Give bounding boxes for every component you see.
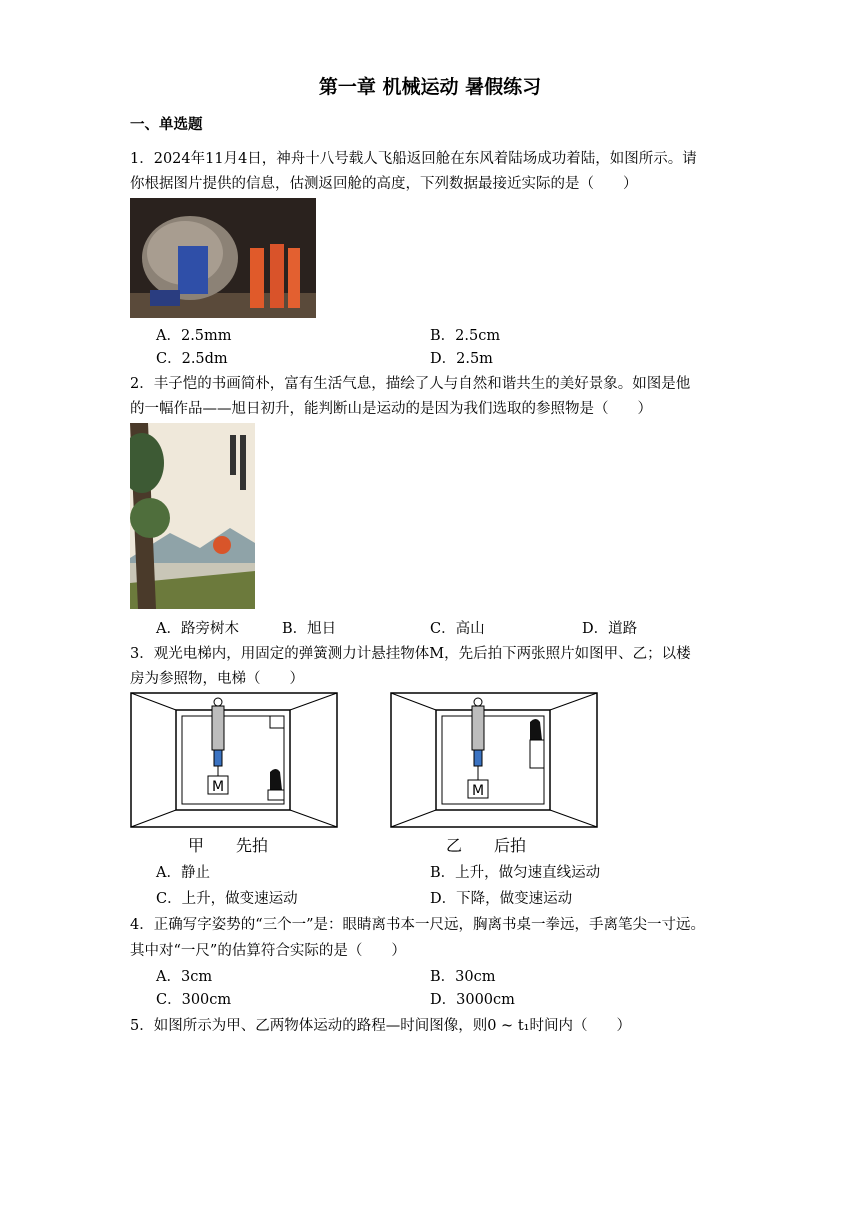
q4-option-d[interactable]: D．3000cm <box>430 992 515 1008</box>
q4-text-line1: 4．正确写字姿势的“三个一”是：眼睛离书本一尺远，胸离书桌一拳远，手离笔尖一寸远。 <box>130 917 706 933</box>
q1-text-line1: 1．2024年11月4日，神舟十八号载人飞船返回舱在东风着陆场成功着陆，如图所示。请 <box>130 151 697 167</box>
q4-option-a[interactable]: A．3cm <box>156 969 213 985</box>
q2-option-a[interactable]: A．路旁树木 <box>156 621 239 637</box>
page-title: 第一章 机械运动 暑假练习 <box>318 76 542 98</box>
diagram-b-caption: 乙 后拍 <box>446 836 527 855</box>
q3-text-line1: 3．观光电梯内，用固定的弹簧测力计悬挂物体M，先后拍下两张照片如图甲、乙；以楼 <box>130 646 691 662</box>
q2-option-d[interactable]: D．道路 <box>582 621 638 637</box>
q3-option-d[interactable]: D．下降，做变速运动 <box>430 891 573 907</box>
elevator-diagram-a <box>130 692 340 830</box>
diagram-a-caption: 甲 先拍 <box>188 836 269 855</box>
q4-option-b[interactable]: B．30cm <box>430 969 496 985</box>
sunrise-painting <box>130 423 255 609</box>
q2-text-line1: 2．丰子恺的书画简朴，富有生活气息，描绘了人与自然和谐共生的美好景象。如图是他 <box>130 376 691 392</box>
mass-label-a: M <box>211 779 225 795</box>
q1-option-c[interactable]: C．2.5dm <box>156 351 228 367</box>
section-heading: 一、单选题 <box>130 117 203 133</box>
q4-option-c[interactable]: C．300cm <box>156 992 232 1008</box>
q3-option-a[interactable]: A．静止 <box>156 865 210 881</box>
capsule-landing-photo <box>130 198 316 318</box>
q2-option-b[interactable]: B．旭日 <box>282 621 337 637</box>
q3-option-c[interactable]: C．上升，做变速运动 <box>156 891 298 907</box>
elevator-diagram-b <box>390 692 600 830</box>
q2-text-line2: 的一幅作品——旭日初升，能判断山是运动的是因为我们选取的参照物是（ ） <box>130 401 652 417</box>
mass-label-b: M <box>471 783 485 799</box>
q3-text-line2: 房为参照物，电梯（ ） <box>130 671 304 687</box>
q1-option-a[interactable]: A．2.5mm <box>156 328 232 344</box>
q3-option-b[interactable]: B．上升，做匀速直线运动 <box>430 865 601 881</box>
q5-text-line1: 5．如图所示为甲、乙两物体运动的路程—时间图像，则0 ~ t₁时间内（ ） <box>130 1018 631 1034</box>
q1-option-b[interactable]: B．2.5cm <box>430 328 501 344</box>
q4-text-line2: 其中对“一尺”的估算符合实际的是（ ） <box>130 943 406 959</box>
q2-option-c[interactable]: C．高山 <box>430 621 485 637</box>
q1-text-line2: 你根据图片提供的信息，估测返回舱的高度，下列数据最接近实际的是（ ） <box>130 176 638 192</box>
q1-option-d[interactable]: D．2.5m <box>430 351 493 367</box>
